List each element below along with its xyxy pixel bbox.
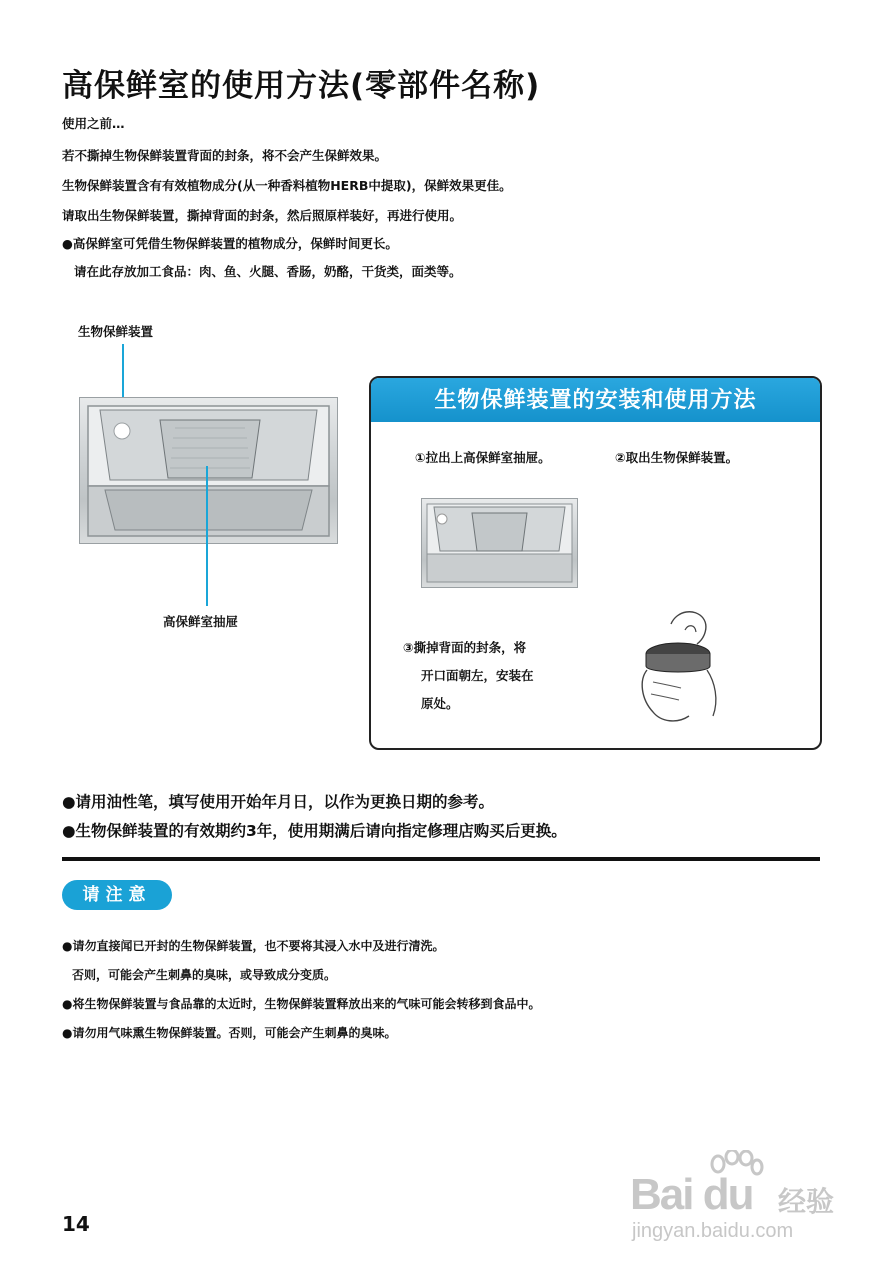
drawer-photo [79,397,338,544]
drawer-small-illustration [422,499,577,587]
caution-line: ●请勿直接闻已开封的生物保鲜装置，也不要将其浸入水中及进行清洗。 [62,939,445,953]
step-2-text: ②取出生物保鲜装置。 [615,450,739,465]
intro-line: ●高保鲜室可凭借生物保鲜装置的植物成分，保鲜时间更长。 [62,236,398,251]
step-3-text: 开口面朝左，安装在 [421,668,534,683]
notice-badge: 请注意 [62,880,172,910]
drawer-callout-line [206,466,208,606]
intro-line: 若不撕掉生物保鲜装置背面的封条，将不会产生保鲜效果。 [62,148,388,163]
watermark-brand: 经验 [778,1185,835,1218]
step-1-text: ①拉出上高保鲜室抽屉。 [415,450,551,465]
step-3-text: 原处。 [421,696,459,711]
baidu-watermark [630,1150,835,1250]
caution-line: 否则，可能会产生刺鼻的臭味，或导致成分变质。 [72,968,337,982]
before-use-heading: 使用之前… [62,116,125,131]
install-instructions-box [369,376,822,750]
device-label: 生物保鲜装置 [78,324,154,339]
step-3-text: ③撕掉背面的封条，将 [403,640,527,655]
caution-line: ●请勿用气味熏生物保鲜装置。否则，可能会产生刺鼻的臭味。 [62,1026,397,1040]
page-number: 14 [62,1212,90,1236]
section-divider [62,857,820,861]
page-title: 高保鲜室的使用方法(零部件名称) [62,68,541,104]
note-line: ●生物保鲜装置的有效期约3年，使用期满后请向指定修理店购买后更换。 [62,822,567,840]
intro-line: 请取出生物保鲜装置，撕掉背面的封条，然后照原样装好，再进行使用。 [62,208,463,223]
drawer-pullout-photo [421,498,578,588]
watermark-logo: Bai du [630,1170,753,1219]
watermark-url: jingyan.baidu.com [632,1220,794,1242]
intro-line: 生物保鲜装置含有有效植物成分(从一种香料植物HERB中提取)，保鲜效果更佳。 [62,178,512,193]
note-line: ●请用油性笔，填写使用开始年月日，以作为更换日期的参考。 [62,793,495,811]
drawer-illustration [80,398,337,543]
caution-line: ●将生物保鲜装置与食品靠的太近时，生物保鲜装置释放出来的气味可能会转移到食品中。 [62,997,541,1011]
hand-with-device-illustration [633,604,733,729]
install-box-heading: 生物保鲜装置的安装和使用方法 [371,378,820,422]
intro-line: 请在此存放加工食品：肉、鱼、火腿、香肠，奶酪，干货类，面类等。 [74,264,462,279]
drawer-label: 高保鲜室抽屉 [163,614,239,629]
